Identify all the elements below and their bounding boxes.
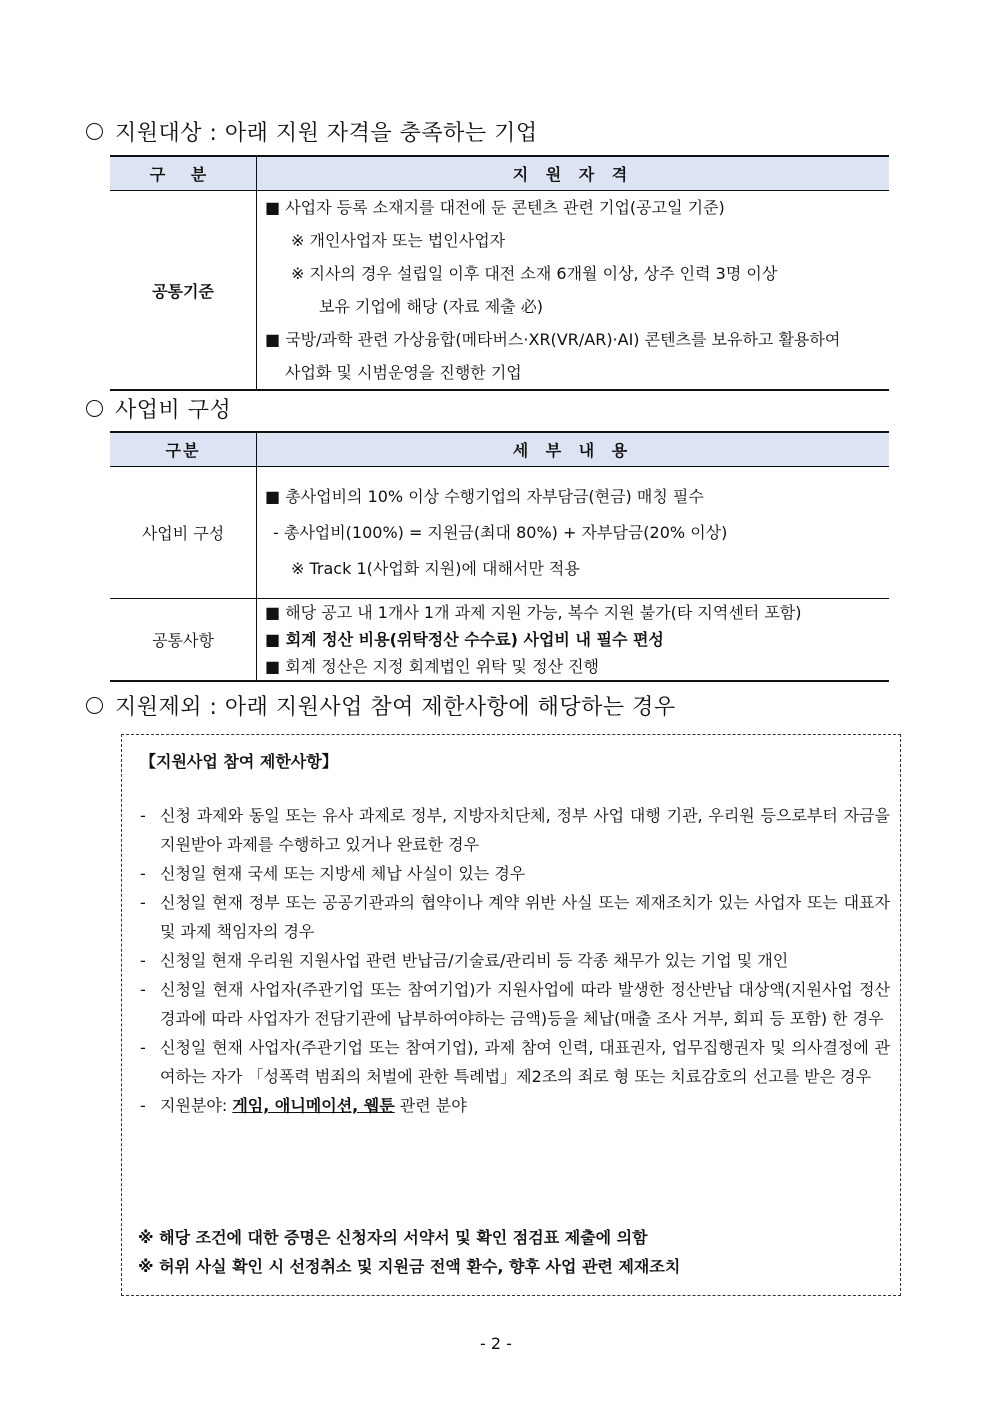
qualification-line: 보유 기업에 해당 (자료 제출 必) <box>319 297 543 316</box>
col-header-category: 구분 <box>110 432 257 467</box>
field-prefix: 지원분야: <box>160 1096 233 1115</box>
field-emphasis: 게임, 애니메이션, 웹툰 <box>232 1096 395 1115</box>
heading-text: 지원대상 : 아래 지원 자격을 충족하는 기업 <box>115 121 538 146</box>
restrictions-title: 【지원사업 참여 제한사항】 <box>140 752 338 771</box>
heading-text: 사업비 구성 <box>115 398 232 423</box>
col-header-details: 세 부 내 용 <box>257 432 890 467</box>
common-item-line: ■ 회계 정산은 지정 회계법인 위탁 및 정산 진행 <box>265 657 600 676</box>
budget-line: - 총사업비(100%) = 지원금(최대 80%) + 자부담금(20% 이상) <box>273 522 728 542</box>
circle-bullet-icon <box>86 400 103 417</box>
common-item-line: ■ 해당 공고 내 1개사 1개 과제 지원 가능, 복수 지원 불가(타 지역센터 포함) <box>265 603 802 622</box>
qualification-cell <box>257 191 890 391</box>
row-label-common: 공통기준 <box>110 191 257 391</box>
row-label-budget: 사업비 구성 <box>110 467 257 599</box>
qualification-line: 사업화 및 시범운영을 진행한 기업 <box>285 363 522 382</box>
field-suffix: 관련 분야 <box>394 1096 467 1115</box>
budget-table <box>110 431 889 682</box>
qualification-line: ※ 지사의 경우 설립일 이후 대전 소재 6개월 이상, 상주 인력 3명 이상 <box>291 264 778 283</box>
list-item-field: - 지원분야: 게임, 애니메이션, 웹툰 관련 분야 <box>140 1096 467 1115</box>
note-line: ※ 해당 조건에 대한 증명은 신청자의 서약서 및 확인 점검표 제출에 의함 <box>138 1228 648 1247</box>
qualification-line: ■ 사업자 등록 소재지를 대전에 둔 콘텐츠 관련 기업(공고일 기준) <box>265 198 725 217</box>
row-label-common-items: 공통사항 <box>110 599 257 682</box>
col-header-category: 구 분 <box>110 156 257 191</box>
list-item: - 신청일 현재 사업자(주관기업 또는 참여기업)가 지원사업에 따라 발생한 정산반납 대상액(지원사업 정산경과에 따라 사업자가 전담기관에 납부하여야하는 금액)등을 체납(매출 조사 거부, 회피 등 포함) 한 경우 <box>140 980 890 1028</box>
budget-line: ※ Track 1(사업화 지원)에 대해서만 적용 <box>291 558 580 578</box>
list-item: - 신청 과제와 동일 또는 유사 과제로 정부, 지방자치단체, 정부 사업 대행 기관, 우리원 등으로부터 자금을 지원받아 과제를 수행하고 있거나 완료한 경우 <box>140 806 890 854</box>
list-item: - 신청일 현재 국세 또는 지방세 체납 사실이 있는 경우 <box>140 864 526 883</box>
qualification-line: ■ 국방/과학 관련 가상융합(메타버스·XR(VR/AR)·AI) 콘텐츠를 보유하고 활용하여 <box>265 330 841 349</box>
list-item: - 신청일 현재 사업자(주관기업 또는 참여기업), 과제 참여 인력, 대표권자, 업무집행권자 및 의사결정에 관여하는 자가 「성폭력 범죄의 처벌에 관한 특례법」제2조의 죄로 형 또는 치료감호의 선고를 받은 경우 <box>140 1038 890 1086</box>
list-item: - 신청일 현재 우리원 지원사업 관련 반납금/기술료/관리비 등 각종 채무가 있는 기업 및 개인 <box>140 951 789 970</box>
common-item-line-bold: ■ 회계 정산 비용(위탁정산 수수료) 사업비 내 필수 편성 <box>265 630 664 649</box>
qualification-line: ※ 개인사업자 또는 법인사업자 <box>291 231 506 250</box>
restrictions-notes <box>138 1223 680 1281</box>
heading-text: 지원제외 : 아래 지원사업 참여 제한사항에 해당하는 경우 <box>115 695 676 720</box>
section-heading-eligibility <box>86 116 538 147</box>
budget-detail-cell <box>257 467 890 599</box>
eligibility-table <box>110 155 889 391</box>
note-line: ※ 허위 사실 확인 시 선정취소 및 지원금 전액 환수, 향후 사업 관련 제재조치 <box>138 1257 681 1276</box>
restrictions-box <box>121 734 901 1296</box>
section-heading-budget <box>86 393 231 424</box>
list-item: - 신청일 현재 정부 또는 공공기관과의 협약이나 계약 위반 사실 또는 제재조치가 있는 사업자 또는 대표자 및 과제 책임자의 경우 <box>140 893 890 941</box>
page-number: - 2 - <box>480 1334 512 1353</box>
section-heading-exclusions <box>86 690 676 721</box>
budget-line: ■ 총사업비의 10% 이상 수행기업의 자부담금(현금) 매칭 필수 <box>265 486 704 506</box>
circle-bullet-icon <box>86 123 103 140</box>
circle-bullet-icon <box>86 697 103 714</box>
col-header-qualification: 지 원 자 격 <box>257 156 890 191</box>
restrictions-list <box>140 801 890 1120</box>
common-items-cell <box>257 599 890 682</box>
